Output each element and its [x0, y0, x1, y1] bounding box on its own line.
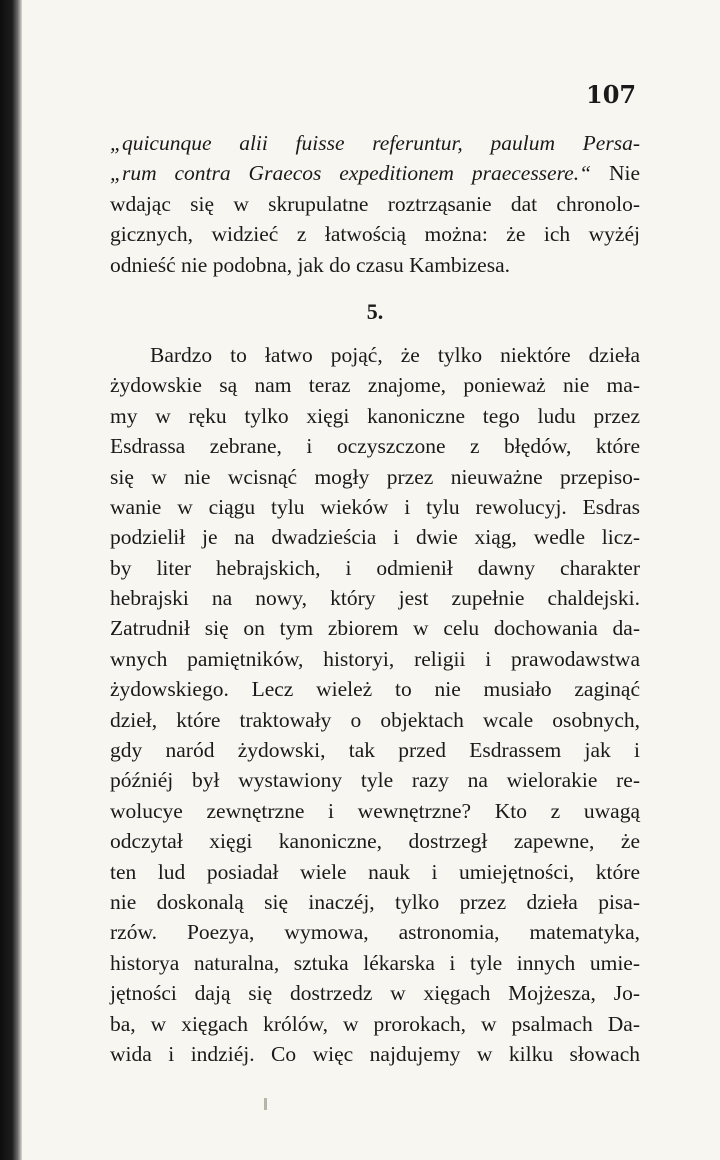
text-line: historya naturalna, sztuka lékarska i tyle innych umie- — [110, 950, 640, 975]
latin-quote-fragment: „rum contra Graecos expeditionem praecessere.“ — [110, 161, 592, 186]
text-line: gicznych, widzieć z łatwością można: że ich wyżéj — [110, 222, 640, 247]
text-line: żydowskie są nam teraz znajome, ponieważ nie ma- — [110, 373, 640, 398]
text-line: hebrajski na nowy, który jest zupełnie chaldejski. — [110, 586, 640, 611]
text-line: ten lud posiadał wiele nauk i umiejętności, które — [110, 859, 640, 884]
text-line: jętności dają się dostrzedz w xięgach Mojżesza, Jo- — [110, 981, 640, 1006]
section-heading: 5. — [366, 298, 384, 324]
text-line: Esdrassa zebrane, i oczyszczone z błędów, które — [110, 434, 640, 459]
text-line: Zatrudnił się on tym zbiorem w celu dochowania da- — [110, 616, 640, 641]
paragraph-first-line: Bardzo to łatwo pojąć, że tylko niektóre dzieła — [150, 342, 640, 367]
text-line: wolucye zewnętrzne i wewnętrzne? Kto z uwagą — [110, 798, 640, 823]
text-line: wnych pamiętników, historyi, religii i prawodawstwa — [110, 646, 640, 671]
page-body-text — [110, 128, 640, 1069]
text-line: nie doskonalą się inaczéj, tylko przez dzieła pisa- — [110, 889, 640, 914]
text-line: ba, w xięgach królów, w prorokach, w psalmach Da- — [110, 1011, 640, 1036]
text-fragment: Nie — [591, 161, 640, 186]
text-line: dzieł, które traktowały o objektach wcale osobnych, — [110, 707, 640, 732]
text-line: późniéj był wystawiony tyle razy na wielorakie re- — [110, 768, 640, 793]
text-line: podzielił je na dwadzieścia i dwie xiąg, wedle licz- — [110, 525, 640, 550]
text-line: odczytał xięgi kanoniczne, dostrzegł zapewne, że — [110, 829, 640, 854]
text-line: my w ręku tylko xięgi kanoniczne tego ludu przez — [110, 403, 640, 428]
text-line: żydowskiego. Lecz wieleż to nie musiało zaginąć — [110, 677, 640, 702]
text-line: się w nie wcisnąć mogły przez nieuważne przepiso- — [110, 464, 640, 489]
text-line: wida i indziéj. Co więc najdujemy w kilku słowach — [110, 1041, 640, 1066]
text-line: wanie w ciągu tylu wieków i tylu rewolucyj. Esdras — [110, 494, 640, 519]
book-binding-edge — [0, 0, 22, 1160]
latin-quote-line: „quicunque alii fuisse referuntur, paulum Persa- — [110, 131, 640, 155]
text-line: by liter hebrajskich, i odmienił dawny charakter — [110, 555, 640, 580]
paper-speck — [264, 1098, 267, 1110]
text-line: gdy naród żydowski, tak przed Esdrassem jak i — [110, 738, 640, 763]
text-line: odnieść nie podobna, jak do czasu Kambizesa. — [110, 252, 511, 277]
page-number: 107 — [586, 80, 637, 109]
latin-quote-line — [110, 161, 640, 185]
text-line — [110, 128, 640, 158]
text-line: rzów. Poezya, wymowa, astronomia, matematyka, — [110, 920, 640, 945]
text-line: wdając się w skrupulatne roztrząsanie dat chronolo- — [110, 191, 640, 216]
text-line — [110, 158, 640, 188]
